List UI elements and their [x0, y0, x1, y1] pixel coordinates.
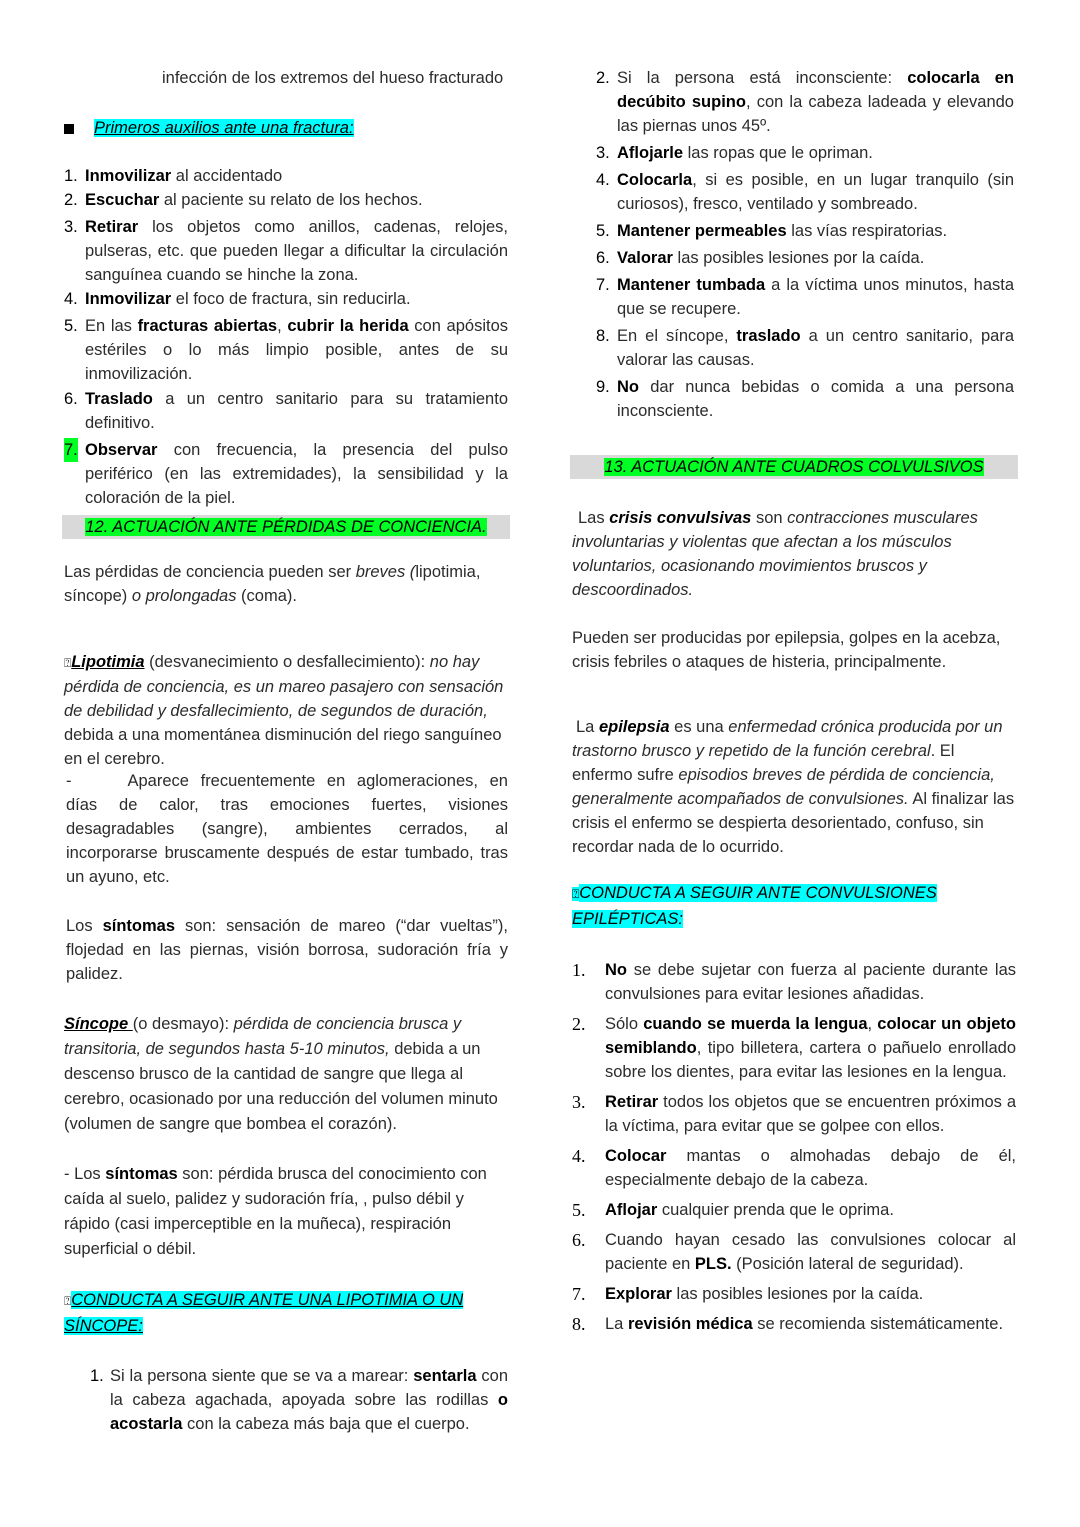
conducta-step-1	[90, 1364, 508, 1436]
list-item: 1. Inmovilizar al accidentado	[64, 167, 283, 185]
list-item: 6. Cuando hayan cesado las convulsiones colocar al paciente en PLS. (Posición lateral de seguridad).	[572, 1230, 1016, 1273]
list-item: 3. Retirar todos los objetos que se encuentren próximos a la víctima, para evitar que se golpee con ellos.	[572, 1092, 1016, 1135]
square-bullet-icon	[64, 124, 74, 134]
producidas-paragraph: Pueden ser producidas por epilepsia, golpes en la acebza, crisis febriles o ataques de histeria, principalmente.	[572, 629, 1001, 671]
lipotimia-steps-continued	[596, 66, 1014, 423]
sintomas-lipotimia: Los síntomas son: sensación de mareo (“dar vueltas”), flojedad en las piernas, visión borrosa, sudoración fría y palidez.	[66, 917, 508, 983]
list-item: 2. Si la persona está inconsciente: colocarla en decúbito supino, con la cabeza ladeada y elevando las piernas unos 45º.	[596, 69, 1015, 135]
list-item: 4. Inmovilizar el foco de fractura, sin reducirla.	[64, 290, 411, 308]
conducta-convulsiones-heading: ⍰CONDUCTA A SEGUIR ANTE CONVULSIONES EPILÉPTICAS:	[572, 884, 937, 928]
lipotimia-paragraph: ⍰Lipotimia (desvanecimiento o desfallecimiento): no hay pérdida de conciencia, es un mareo pasajero con sensación de debilidad y desfallecimiento, de segundos de duración, debida a una momentánea disminución del riego sanguíneo en el cerebro.	[64, 653, 504, 768]
list-item: 9. No dar nunca bebidas o comida a una persona inconsciente.	[596, 378, 1014, 420]
conducta-lipotimia-heading: ⍰CONDUCTA A SEGUIR ANTE UNA LIPOTIMIA O UN SÍNCOPE:	[64, 1291, 464, 1335]
list-item: 4. Colocarla, si es posible, en un lugar tranquilo (sin curiosos), fresco, ventilado y sombreado.	[596, 171, 1014, 213]
list-item: 7. Mantener tumbada a la víctima unos minutos, hasta que se recupere.	[596, 276, 1015, 318]
list-item: 7. Explorar las posibles lesiones por la caída.	[572, 1284, 924, 1304]
list-item: 5. En las fracturas abiertas, cubrir la herida con apósitos estériles o lo más limpio posible, antes de su inmovilización.	[64, 317, 508, 383]
section-13-heading: 13. ACTUACIÓN ANTE CUADROS COLVULSIVOS	[570, 455, 1018, 479]
list-item: 7. Observar con frecuencia, la presencia del pulso periférico (en las extremidades), la sensibilidad y la coloración de la piel.	[64, 438, 508, 510]
continued-text: infección de los extremos del hueso fracturado	[162, 69, 504, 87]
list-item: 1. No se debe sujetar con fuerza al paciente durante las convulsiones para evitar lesiones añadidas.	[572, 960, 1016, 1003]
list-item: 2. Escuchar al paciente su relato de los hechos.	[64, 191, 423, 209]
missing-glyph-icon: ⍰	[64, 1294, 72, 1308]
list-item: 2. Sólo cuando se muerda la lengua, colocar un objeto semiblando, tipo billetera, cartera o pañuelo enrollado sobre los dientes, para evitar las lesiones en la lengua.	[572, 1014, 1017, 1081]
missing-glyph-icon: ⍰	[572, 887, 580, 901]
list-item: 3. Aflojarle las ropas que le opriman.	[596, 144, 873, 162]
list-item: 3. Retirar los objetos como anillos, cadenas, relojes, pulseras, etc. que pueden llegar a dificultar la circulación sanguínea cuando se hinche la zona.	[64, 218, 508, 284]
fracture-heading: Primeros auxilios ante una fractura:	[64, 116, 508, 140]
convulsion-steps-list	[572, 958, 1016, 1336]
missing-glyph-icon: ⍰	[64, 656, 72, 670]
list-item: 8. En el síncope, traslado a un centro sanitario, para valorar las causas.	[596, 327, 1014, 369]
sincope-paragraph: Síncope (o desmayo): pérdida de conciencia brusca y transitoria, de segundos hasta 5-10 minutos, debida a un descenso brusco de la cantidad de sangre que llega al cerebro, ocasionado por una reducción del volumen minuto (volumen de sangre que bombea el corazón).	[64, 1015, 498, 1133]
sintomas-sincope: - Los síntomas son: pérdida brusca del conocimiento con caída al suelo, palidez y sudoración fría, , pulso débil y rápido (casi imperceptible en la muñeca), respiración superficial o débil.	[64, 1165, 487, 1258]
epilepsia-paragraph: La epilepsia es una enfermedad crónica producida por un trastorno brusco y repetido de la función cerebral. El enfermo sufre episodios breves de pérdida de conciencia, generalmente acompañados de convulsiones. Al finalizar las crisis el enfermo se despierta desorientado, confuso, sin recordar nada de lo ocurrido.	[572, 718, 1015, 856]
section-12-heading: 12. ACTUACIÓN ANTE PÉRDIDAS DE CONCIENCIA.	[62, 515, 510, 539]
list-item: 4. Colocar mantas o almohadas debajo de él, especialmente debajo de la cabeza.	[572, 1146, 1016, 1189]
aparece-paragraph: - Aparece frecuentemente en aglomeraciones, en días de calor, tras emociones fuertes, visiones desagradables (sangre), ambientes cerrados, al incorporarse bruscamente después de estar tumbado, tras un ayuno, etc.	[66, 772, 508, 886]
list-item: 6. Traslado a un centro sanitario para su tratamiento definitivo.	[64, 390, 508, 432]
list-item: 8. La revisión médica se recomienda sistemáticamente.	[572, 1314, 1004, 1334]
fracture-steps-list	[64, 164, 508, 510]
list-item: 5. Aflojar cualquier prenda que le oprima.	[572, 1200, 894, 1220]
perdidas-paragraph: Las pérdidas de conciencia pueden ser breves (lipotimia, síncope) o prolongadas (coma).	[64, 563, 481, 605]
list-item: 5. Mantener permeables las vías respiratorias.	[596, 222, 948, 240]
list-item: 6. Valorar las posibles lesiones por la caída.	[596, 249, 925, 267]
list-item: 1. Si la persona siente que se va a marear: sentarla con la cabeza agachada, apoyada sobre las rodillas o acostarla con la cabeza más baja que el cuerpo.	[90, 1367, 509, 1433]
crisis-paragraph: Las crisis convulsivas son contracciones musculares involuntarias y violentas que afectan a los músculos voluntarios, ocasionando movimientos bruscos y descoordinados.	[572, 509, 978, 599]
